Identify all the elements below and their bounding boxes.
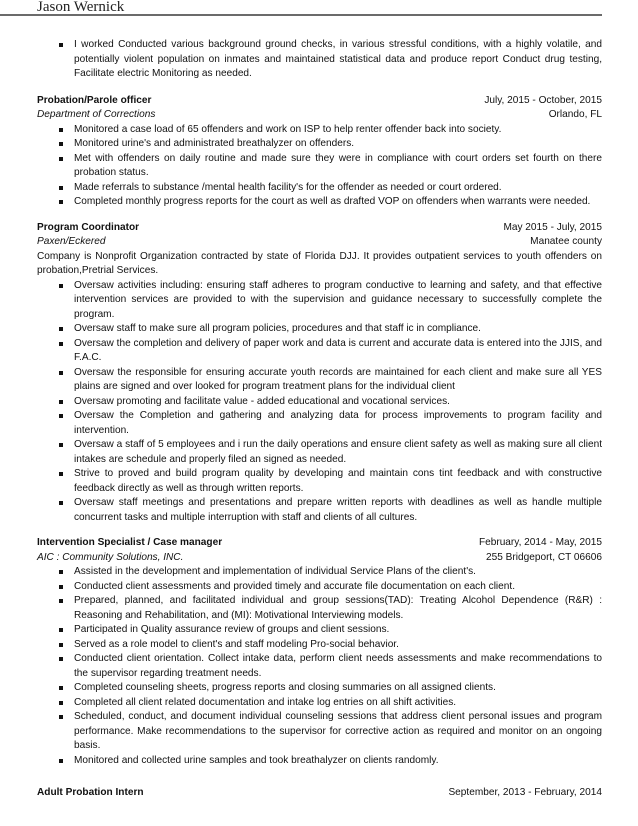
bullet-icon [59, 128, 63, 132]
job-dates: September, 2013 - February, 2014 [448, 787, 602, 798]
header-name: Jason Wernick [37, 0, 125, 15]
job-header-row [37, 94, 602, 109]
job-location: 255 Bridgeport, CT 06606 [486, 551, 602, 563]
bullet-icon [59, 371, 63, 375]
bullet-icon [59, 472, 63, 476]
list-item: Monitored and collected urine samples and took breathalyzer on clients randomly. [37, 754, 602, 769]
bullet-icon [59, 43, 63, 47]
job-location: Orlando, FL [548, 109, 602, 120]
bullet-icon [59, 701, 63, 705]
list-item: Participated in Quality assurance review of groups and client sessions. [37, 623, 602, 638]
job-entry [37, 536, 602, 768]
bullet-list [37, 38, 602, 82]
bullet-list [37, 123, 602, 210]
list-item: Prepared, planned, and facilitated individual and group sessions(TAD): Treating Alcohol Dependence (R&R) : Reasoning and Rehabilitation, and (MI): Motivational Interviewing models. [37, 594, 602, 623]
list-item: Oversaw activities including: ensuring staff adheres to program conductive to learning and safety, and that effective intervention services are provided to with the supervision and guidance necessary to successfully complete the program. [37, 279, 602, 323]
list-item: Conducted client assessments and provided timely and accurate file documentation on each client. [37, 580, 602, 595]
bullet-icon [59, 327, 63, 331]
job-location: Manatee county [530, 236, 602, 247]
bullet-icon [59, 443, 63, 447]
job-employer: Paxen/Eckered [37, 236, 106, 247]
job-employer-row [37, 108, 602, 123]
list-item: Oversaw staff to make sure all program policies, procedures and that staff ic in compliance. [37, 322, 602, 337]
job-header-row [37, 221, 602, 236]
bullet-icon [59, 759, 63, 763]
list-item: I worked Conducted various background ground checks, in various stressful conditions, with a highly volatile, and potentially violent population on inmates and maintained statistical data and produce report Conduct drug testing, Facilitate electric Monitoring as needed. [37, 38, 602, 82]
list-item: Met with offenders on daily routine and made sure they were in compliance with court orders set fourth on there probation status. [37, 152, 602, 181]
list-item: Scheduled, conduct, and document individual counseling sessions that address client personal issues and program performance. Make recommendations to the supervisor for corrective action as required and monitor on an ongoing basis. [37, 710, 602, 754]
bullet-icon [59, 657, 63, 661]
job-dates: May 2015 - July, 2015 [503, 221, 602, 233]
resume-content [37, 38, 602, 801]
bullet-icon [59, 414, 63, 418]
bullet-icon [59, 715, 63, 719]
job-entry-continued [37, 38, 602, 82]
job-title: Adult Probation Intern [37, 787, 144, 798]
list-item: Served as a role model to client's and staff modeling Pro-social behavior. [37, 638, 602, 653]
job-title: Intervention Specialist / Case manager [37, 537, 223, 548]
job-header-row [37, 786, 602, 801]
job-dates: July, 2015 - October, 2015 [484, 94, 602, 106]
bullet-icon [59, 686, 63, 690]
bullet-icon [59, 186, 63, 190]
job-title: Probation/Parole officer [37, 94, 152, 106]
list-item: Oversaw the Completion and gathering and analyzing data for process improvements to program facility and intervention. [37, 409, 602, 438]
header-rule [0, 14, 602, 16]
job-entry [37, 221, 602, 526]
list-item: Monitored urine's and administrated breathalyzer on offenders. [37, 137, 602, 152]
job-header-row [37, 536, 602, 551]
bullet-icon [59, 200, 63, 204]
list-item: Completed counseling sheets, progress reports and closing summaries on all assigned clients. [37, 681, 602, 696]
bullet-icon [59, 501, 63, 505]
job-employer-row [37, 551, 602, 566]
list-item: Completed monthly progress reports for the court as well as drafted VOP on offenders when warrants were needed. [37, 195, 602, 210]
job-entry [37, 786, 602, 801]
bullet-icon [59, 400, 63, 404]
bullet-icon [59, 142, 63, 146]
job-employer: Department of Corrections [37, 109, 156, 120]
list-item: Oversaw a staff of 5 employees and i run the daily operations and ensure client safety as well as making sure all client intakes are schedule and properly filed an signed as needed. [37, 438, 602, 467]
bullet-list [37, 565, 602, 768]
bullet-icon [59, 585, 63, 589]
list-item: Strive to proved and build program quality by developing and maintain cons tint feedback and with constructive feedback directly as well as through written reports. [37, 467, 602, 496]
list-item: Made referrals to substance /mental health facility's for the offender as needed or court ordered. [37, 181, 602, 196]
job-description: Company is Nonprofit Organization contracted by state of Florida DJJ. It provides outpatient services to youth offenders on probation,Pretrial Services. [37, 250, 602, 276]
list-item: Oversaw staff meetings and presentations and prepare written reports with deadlines as well as handle multiple concurrent tasks and multiple interruption with staff and clients of all cultures. [37, 496, 602, 525]
job-entry [37, 94, 602, 210]
list-item: Oversaw the completion and delivery of paper work and data is current and accurate data is entered into the JJIS, and F.A.C. [37, 337, 602, 366]
bullet-icon [59, 628, 63, 632]
bullet-icon [59, 284, 63, 288]
bullet-icon [59, 157, 63, 161]
list-item: Completed all client related documentation and intake log entries on all shift activities. [37, 696, 602, 711]
bullet-icon [59, 643, 63, 647]
bullet-list [37, 279, 602, 526]
list-item: Assisted in the development and implementation of individual Service Plans of the client's. [37, 565, 602, 580]
bullet-icon [59, 342, 63, 346]
job-dates: February, 2014 - May, 2015 [478, 537, 602, 548]
list-item: Oversaw the responsible for ensuring accurate youth records are maintained for each client and make sure all YES plains are signed and over looked for program treatment plans for the individual client [37, 366, 602, 395]
list-item: Oversaw promoting and facilitate value - added educational and vocational services. [37, 395, 602, 410]
bullet-icon [59, 570, 63, 574]
bullet-icon [59, 599, 63, 603]
job-employer: AIC : Community Solutions, INC. [37, 551, 184, 563]
list-item: Conducted client orientation. Collect intake data, perform client needs assessments and make recommendations to the supervisor regarding treatment needs. [37, 652, 602, 681]
list-item: Monitored a case load of 65 offenders and work on ISP to help renter offender back into society. [37, 123, 602, 138]
job-title: Program Coordinator [37, 221, 140, 233]
job-employer-row [37, 235, 602, 250]
